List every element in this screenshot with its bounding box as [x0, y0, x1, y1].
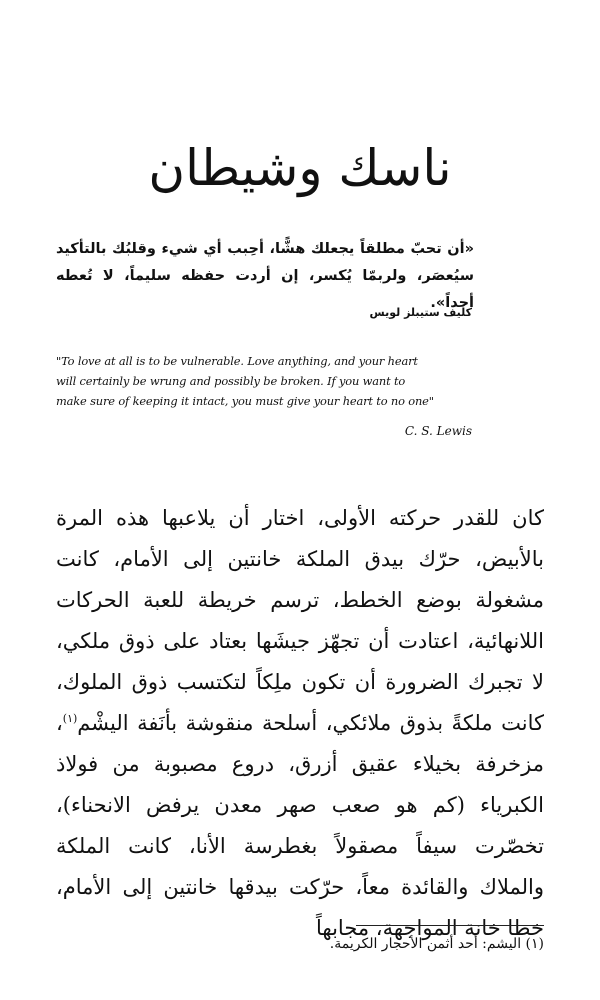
footnote-divider: [356, 925, 544, 926]
epigraph-arabic: «أن تحبّ مطلقاً يجعلك هشًّا، أحِبب أي شيء وقلبُك بالتأكيد سيُعصَر، ولربمّا يُكسر، إن أردت حفظه سليماً، لا تُعطه أحداً».: [56, 241, 474, 311]
body-text-before-note: كان للقدر حركته الأولى، اختار أن يلاعبها هذه المرة بالأبيض، حرّك بيدق الملكة خانتين إلى الأمام، كانت مشغولة بوضع الخطط، ترسم خريطة للعبة الحركات اللانهائية، اعتادت أن تجهّز جيشَها بعتاد على ذوق ملكي، لا تجبرك الضرورة أن تكون ملِكاً لتكتسب ذوق الملوك، كانت ملكةً بذوق ملائكي، أسلحة منقوشة بأنَفة اليشْم: [56, 506, 544, 735]
body-paragraph: [56, 498, 544, 949]
epigraph-english: [56, 351, 476, 411]
body-text-after-note: ، مزخرفة بخيلاء عقيق أزرق، دروع مصبوبة من فولاذ الكبرياء (كم هو صعب صهر معدن يرفض الانحناء)، تخصّرت سيفاً مصقولاً بغطرسة الأنا، كانت الملكة والملاك والقائدة معاً، حرّكت بيدقها خانتين إلى الأمام، خطا خانة المواجهة، مجابهاً: [56, 711, 544, 940]
footnote-marker: (١): [62, 712, 78, 725]
epigraph-english-author: C. S. Lewis: [404, 424, 472, 438]
epigraph-arabic-author: كليف ستيبلز لويس: [369, 306, 472, 319]
footnote: (١) اليشم: أحد أثمن الأحجار الكريمة.: [329, 936, 544, 952]
epigraph-english-line: will certainly be wrung and possibly be broken. If you want to: [56, 374, 406, 388]
epigraph-english-line: make sure of keeping it intact, you must give your heart to no one": [56, 394, 434, 408]
epigraph-english-line: "To love at all is to be vulnerable. Love anything, and your heart: [56, 354, 418, 368]
chapter-title: ناسك وشيطان: [148, 139, 452, 197]
